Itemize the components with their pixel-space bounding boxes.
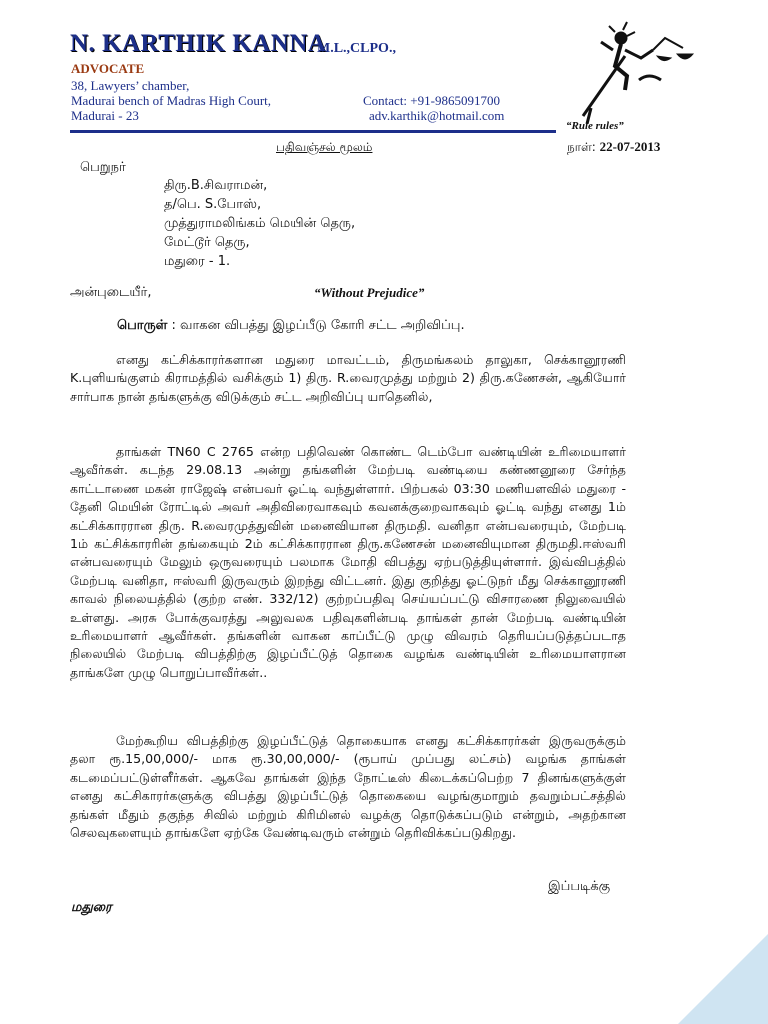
date-label: நாள்: (567, 140, 596, 154)
subject-line (117, 318, 465, 334)
qualifications: M.L.,CLPO., (317, 41, 396, 56)
motto: “Rule rules” (566, 120, 624, 132)
date (567, 139, 660, 156)
recipient-line: முத்துராமலிங்கம் மெயின் தெரு, (164, 216, 356, 231)
recipient-line: திரு.B.சிவராமன், (164, 178, 268, 193)
recipient-line: மேட்டூர் தெரு, (164, 235, 250, 250)
without-prejudice: “Without Prejudice” (314, 285, 425, 300)
salutation: அன்புடையீர், (70, 285, 152, 300)
page-corner-fold (678, 934, 768, 1024)
advocate-name: N. KARTHIK KANNA (70, 30, 327, 57)
address-line-2: Madurai bench of Madras High Court, (71, 93, 272, 108)
recipient-line: மதுரை - 1. (164, 254, 231, 269)
body-paragraph: எனது கட்சிக்காரர்களான மதுரை மாவட்டம், திருமங்கலம் தாலுகா, செக்கானூரணி K.புளியங்குளம் கிராமத்தில் வசிக்கும் 1) திரு. R.வைரமுத்து மற்றும் 2) திரு.கணேசன், ஆகியோர் சார்பாக நான் தங்களுக்கு விடுக்கும் சட்ட அறிவிப்பு யாதெனில், (70, 352, 626, 404)
recipient-label: பெறுநர் (80, 160, 126, 175)
registered-post-label: பதிவஞ்சல் மூலம் (276, 140, 373, 154)
body-paragraph: மேற்கூறிய விபத்திற்கு இழப்பீட்டுத் தொகையாக எனது கட்சிக்காரர்கள் இருவருக்கும் தலா ரூ.15,00,000/- மாக ரூ.30,00,000/- (ரூபாய் முப்பது லட்சம்) வழங்க தாங்கள் கடமைப்பட்டுள்ளீர்கள். ஆகவே தாங்கள் இந்த நோட்டீஸ் கிடைக்கப்பெற்ற 7 தினங்களுக்குள் எனது கட்சிகாரர்களுக்கு விபத்து இழப்பீட்டுத் தொகையை வழங்குமாறும் தவறும்பட்சத்தில் தங்கள் மீதும் தகுந்த சிவில் மற்றும் கிரிமினல் வழக்கு தொடுக்கப்படும் என்றும், அதற்கான செலவுகளையும் தாங்களே ஏற்கே வேண்டிவரும் என்றும் தெரிவிக்கப்படுகிறது. (70, 733, 626, 841)
address-line-1: 38, Lawyers’ chamber, (71, 78, 190, 93)
address-line-3: Madurai - 23 (71, 108, 139, 123)
closing: இப்படிக்கு (548, 879, 611, 894)
justice-logo-icon (565, 20, 695, 124)
date-value: 22-07-2013 (599, 139, 661, 154)
advocate-role: ADVOCATE (71, 61, 145, 76)
subject-text: : வாகன விபத்து இழப்பீடு கோரி சட்ட அறிவிப்பு. (171, 318, 465, 333)
letterhead-divider (70, 130, 556, 133)
place: மதுரை (71, 900, 112, 915)
subject-label: பொருள் (117, 318, 168, 333)
contact-phone: Contact: +91-9865091700 (363, 93, 500, 108)
contact-email: adv.karthik@hotmail.com (369, 108, 505, 123)
body-paragraph: தாங்கள் TN60 C 2765 என்ற பதிவெண் கொண்ட டெம்போ வண்டியின் உரிமையாளர் ஆவீர்கள். கடந்த 29.08.13 அன்று தங்களின் மேற்படி வண்டியை கண்ணனூரை சேர்ந்த காட்டாணை மகன் ராஜேஷ் என்பவர் ஓட்டி வந்துள்ளார். பிற்பகல் 03:30 மணியளவில் மதுரை - தேனி மெயின் ரோட்டில் அவர் அதிவிரைவாகவும் கவனக்குறைவாகவும் ஓட்டி வந்து எனது 1ம் கட்சிக்காரரான திரு. R.வைரமுத்துவின் மனைவியான திருமதி. வனிதா என்பவரையும், மேற்படி 1ம் கட்சிக்காரரின் தங்கையும் 2ம் கட்சிக்காரரான திரு.கணேசன் மனைவியுமான திருமதி.ஈஸ்வரி என்பவரையும் மேலும் ஒருவரையும் பலமாக மோதி விபத்து ஏற்படுத்தியுள்ளார். இவ்விபத்தில் மேற்படி வனிதா, ஈஸ்வரி இருவரும் இறந்து விட்டனர். இது குறித்து ஓட்டுநர் மீது செக்கானூரணி காவல் நிலையத்தில் (குற்ற எண். 332/12) குற்றப்பதிவு செய்யப்பட்டு விசாரணை நிலுவையில் உள்ளது. அரசு போக்குவரத்து அலுவலக பதிவுகளின்படி தாங்கள் தான் மேற்படி வண்டியின் உரிமையாளர் ஆவீர்கள். தங்களின் வாகன காப்பீட்டு முழு விவரம் தெரியப்படுத்தப்படாத நிலையில் மேற்படி விபத்திற்கு இழப்பீட்டுத் தொகை வழங்க வண்டியின் உரிமையாளரான தாங்களே முழு பொறுப்பாவீர்கள்.. (70, 444, 626, 680)
recipient-line: த/பெ. S.போஸ், (164, 197, 262, 212)
